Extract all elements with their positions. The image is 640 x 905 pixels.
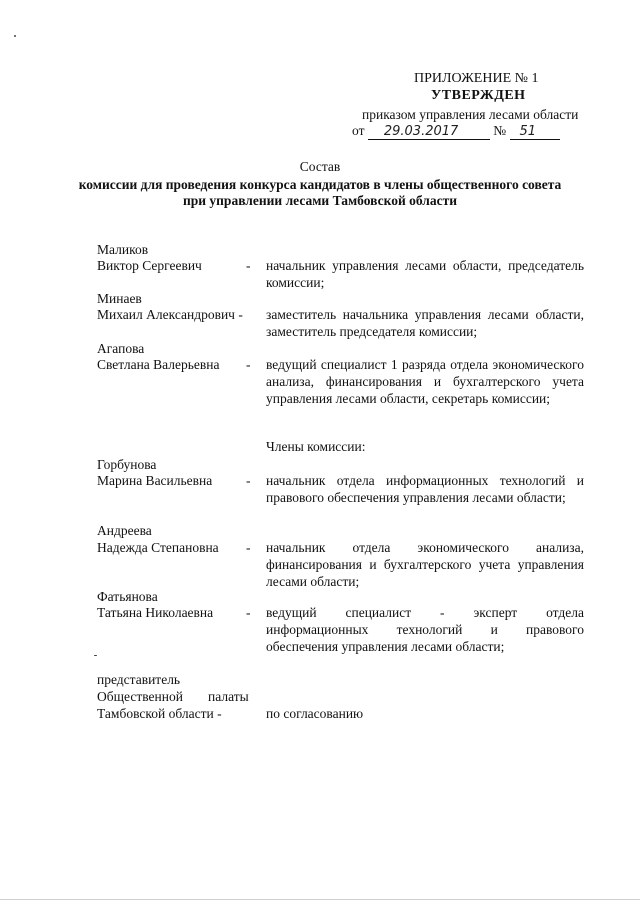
- member-dash: -: [246, 258, 251, 273]
- member-given-name: Михаил Александрович -: [97, 307, 243, 322]
- member-surname: Агапова: [97, 341, 145, 356]
- document-subtitle-line-2: при управлении лесами Тамбовской области: [182, 193, 458, 208]
- member-surname: Андреева: [97, 523, 152, 538]
- member-given-name: Марина Васильевна: [97, 473, 213, 488]
- order-date-line: [352, 122, 560, 140]
- scan-speck: [14, 35, 16, 37]
- member-surname: Горбунова: [97, 457, 157, 472]
- document-subtitle-line-1: комиссии для проведения конкурса кандидатов в члены общественного совета: [78, 177, 562, 192]
- order-reference: приказом управления лесами области: [362, 107, 579, 122]
- representative-label: представитель: [97, 672, 181, 687]
- member-dash: -: [246, 357, 251, 372]
- member-role: начальник отдела информационных технологий и правового обеспечения управления лесами области;: [266, 473, 584, 505]
- representative-chamber: Общественной: [97, 689, 183, 704]
- member-role: ведущий специалист - эксперт отдела информационных технологий и правового обеспечения управления лесами области;: [266, 605, 584, 654]
- member-role: начальник управления лесами области, председатель комиссии;: [266, 258, 584, 290]
- approved-label: УТВЕРЖДЕН: [431, 88, 526, 103]
- handwritten-date: 29.03.2017: [368, 125, 490, 140]
- member-role: ведущий специалист 1 разряда отдела экономического анализа, финансирования и бухгалтерского учета управления лесами области, секретарь комиссии;: [266, 357, 584, 406]
- member-surname: Фатьянова: [97, 589, 158, 604]
- representative-region: Тамбовской области -: [97, 706, 222, 721]
- member-given-name: Светлана Валерьевна: [97, 357, 220, 372]
- appendix-label: ПРИЛОЖЕНИЕ № 1: [414, 71, 539, 86]
- page-bottom-edge: [0, 899, 640, 900]
- member-surname: Минаев: [97, 291, 142, 306]
- member-given-name: Татьяна Николаевна: [97, 605, 214, 620]
- handwritten-number: 51: [510, 125, 560, 140]
- member-role: начальник отдела экономического анализа, финансирования и бухгалтерского учета управления лесами области;: [266, 540, 584, 589]
- number-label: №: [493, 123, 507, 138]
- member-dash: -: [246, 605, 251, 620]
- from-label: от: [352, 123, 365, 138]
- member-dash: -: [246, 540, 251, 555]
- member-given-name: Виктор Сергеевич: [97, 258, 202, 273]
- member-given-name: Надежда Степановна: [97, 540, 219, 555]
- representative-chamber-word: палаты: [208, 689, 249, 704]
- representative-role: по согласованию: [266, 706, 364, 721]
- document-title: Состав: [299, 159, 341, 174]
- member-surname: Маликов: [97, 242, 149, 257]
- member-dash: -: [246, 473, 251, 488]
- scan-speck: [94, 655, 97, 656]
- commission-members-heading: Члены комиссии:: [266, 439, 366, 454]
- member-role: заместитель начальника управления лесами области, заместитель председателя комиссии;: [266, 307, 584, 339]
